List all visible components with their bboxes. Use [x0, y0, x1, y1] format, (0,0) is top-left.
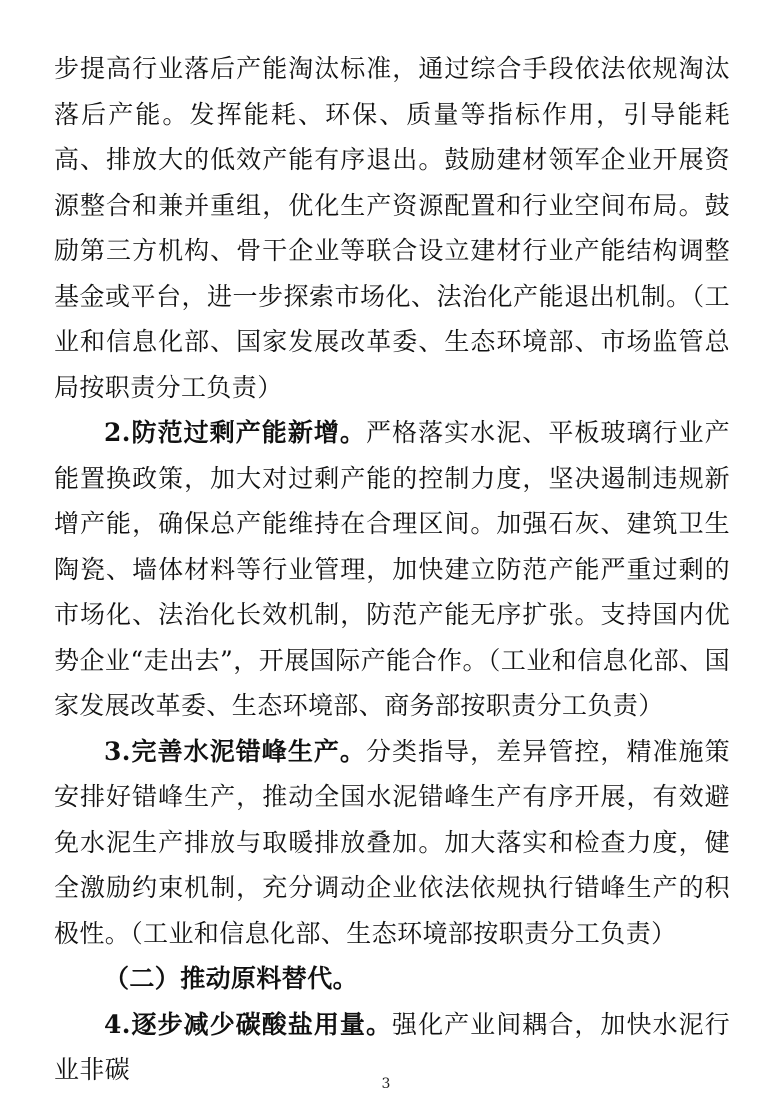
- section-heading: （二）推动原料替代。: [104, 964, 359, 993]
- item-3-body: 分类指导，差异管控，精准施策安排好错峰生产，推动全国水泥错峰生产有序开展，有效避免水泥生产排放与取暖排放叠加。加大落实和检查力度，健全激励约束机制，充分调动企业依法依规执行错峰生产的积极性。（工业和信息化部、生态环境部按职责分工负责）: [54, 736, 731, 948]
- paragraph-3: [54, 729, 730, 957]
- item-4-title: 4.逐步减少碳酸盐用量。: [104, 1009, 393, 1039]
- item-2-body: 严格落实水泥、平板玻璃行业产能置换政策，加大对过剩产能的控制力度，坚决遏制违规新增产能，确保总产能维持在合理区间。加强石灰、建筑卫生陶瓷、墙体材料等行业管理，加快建立防范产能严重过剩的市场化、法治化长效机制，防范产能无序扩张。支持国内优势企业“走出去”，开展国际产能合作。（工业和信息化部、国家发展改革委、生态环境部、商务部按职责分工负责）: [54, 418, 731, 720]
- paragraph-1-continued: 步提高行业落后产能淘汰标准，通过综合手段依法依规淘汰落后产能。发挥能耗、环保、质量等指标作用，引导能耗高、排放大的低效产能有序退出。鼓励建材领军企业开展资源整合和兼并重组，优化生产资源配置和行业空间布局。鼓励第三方机构、骨干企业等联合设立建材行业产能结构调整基金或平台，进一步探索市场化、法治化产能退出机制。（工业和信息化部、国家发展改革委、生态环境部、市场监管总局按职责分工负责）: [54, 54, 730, 402]
- paragraph-2: [54, 410, 730, 729]
- page-number: 3: [381, 1076, 391, 1092]
- document-body: [54, 46, 730, 1093]
- item-3-title: 3.完善水泥错峰生产。: [104, 736, 366, 766]
- item-2-title: 2.防范过剩产能新增。: [104, 418, 366, 447]
- item-4-body: 强化产业间耦合，加快水泥行业非碳: [54, 1009, 731, 1084]
